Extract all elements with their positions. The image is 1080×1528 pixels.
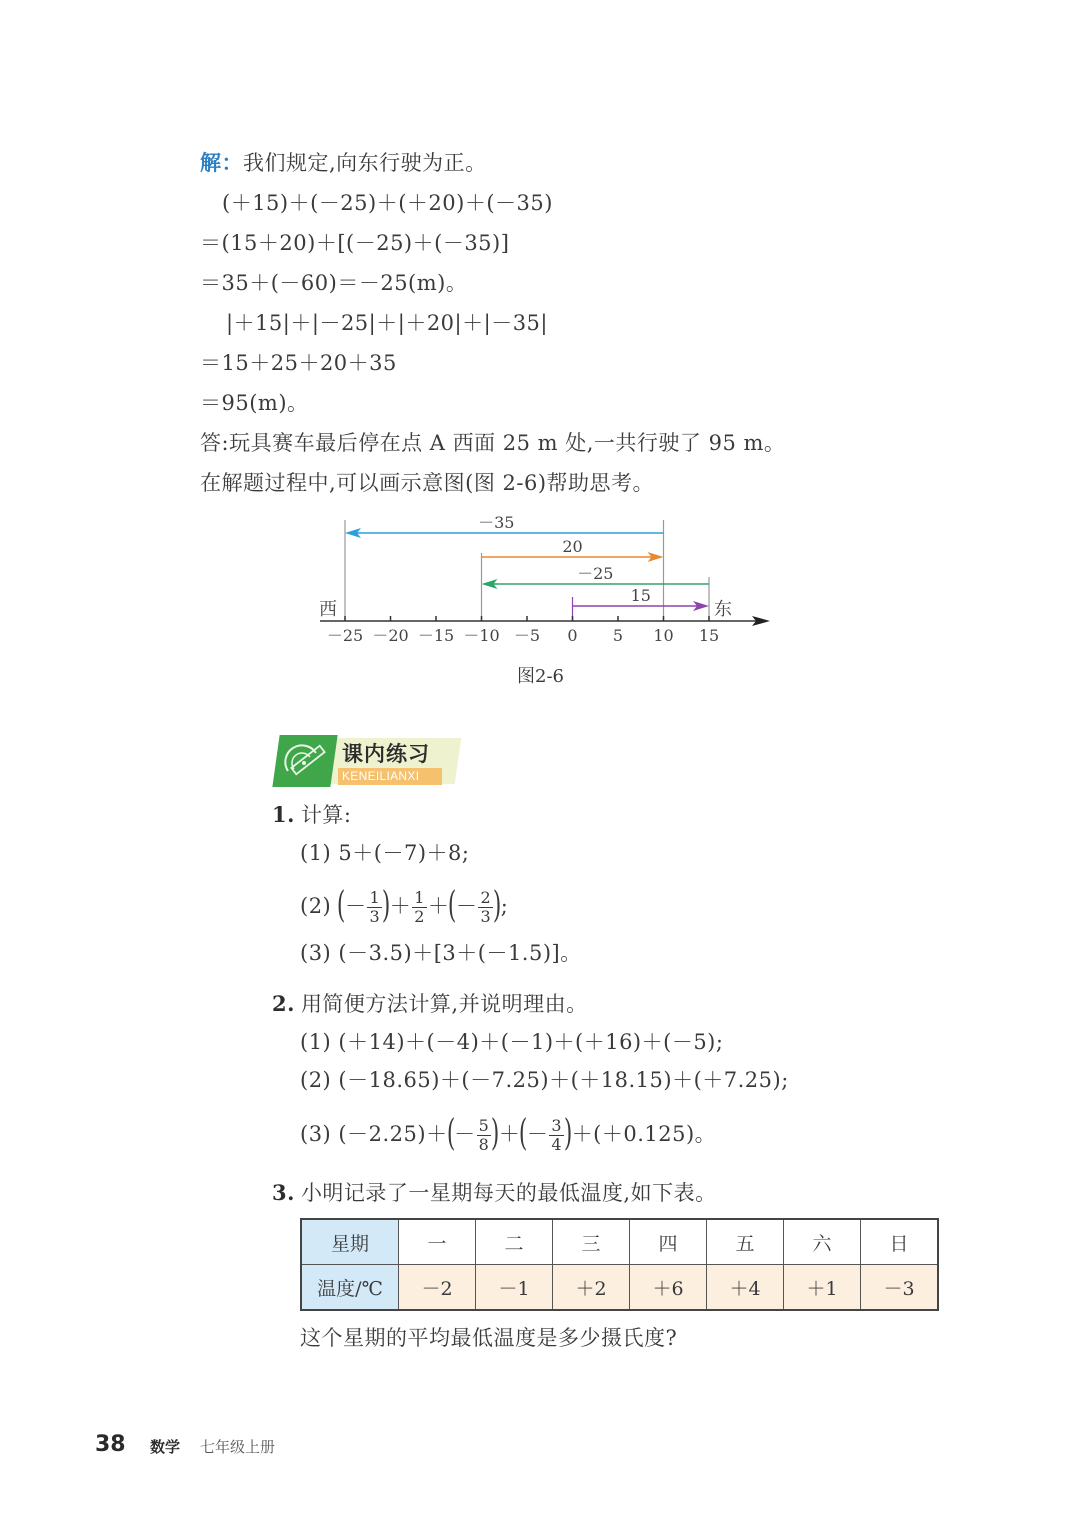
question-number: 2. [272,991,295,1016]
denominator: 8 [478,1135,490,1154]
sign: － [344,894,367,918]
q2-part-3 [300,1112,717,1154]
row-header: 星期 [301,1219,399,1265]
tick-label: －5 [513,626,541,645]
paren-close: ) [491,1112,500,1154]
numerator: 1 [414,888,425,907]
tick-label: 5 [612,626,624,645]
footer-grade: 七年级上册 [200,1438,276,1456]
numerator: 5 [478,1116,490,1135]
question-3 [272,1180,717,1206]
numerator: 1 [369,888,381,907]
row-header: 温度/℃ [301,1265,399,1311]
question-text: 计算: [300,803,352,827]
tick-label: 10 [653,626,674,645]
arrow-label: －25 [577,564,614,583]
q3-question: 这个星期的平均最低温度是多少摄氏度? [300,1326,678,1350]
fraction [477,1117,492,1154]
solution-hint: 在解题过程中,可以画示意图(图 2-6)帮助思考。 [200,471,655,495]
part-tail: ＋(＋0.125)。 [571,1122,717,1146]
tick-label: 0 [567,626,578,645]
q1-part-2 [300,884,509,926]
sign: － [455,894,478,918]
protractor-ruler-icon [282,741,330,781]
solution-line: |＋15|＋|－25|＋|＋20|＋|－35| [226,311,548,335]
numerator: 3 [551,1116,563,1135]
temp-cell: ＋2 [553,1265,630,1311]
paren-close: ) [493,884,502,926]
temp-cell: ＋1 [784,1265,861,1311]
plus: ＋ [389,894,412,918]
solution-label: 解： [200,151,243,175]
denominator: 3 [369,907,381,926]
plus: ＋ [427,894,450,918]
solution-answer: 答:玩具赛车最后停在点 A 西面 25 m 处,一共行驶了 95 m。 [200,431,786,455]
day-cell: 四 [630,1219,707,1265]
east-label: 东 [714,599,732,620]
arrow-label: 20 [562,537,583,556]
paren-open: ( [446,1112,456,1154]
solution-line: ＝15＋25＋20＋35 [200,351,397,375]
denominator: 2 [414,907,425,926]
denominator: 4 [551,1135,563,1154]
temp-cell: ＋6 [630,1265,707,1311]
solution-line: ＝(15＋20)＋[(－25)＋(－35)] [200,231,510,255]
q1-part-1: (1) 5＋(－7)＋8; [300,841,470,865]
question-2 [272,991,588,1017]
temp-cell: －2 [399,1265,476,1311]
paren-close: ) [382,884,391,926]
day-cell: 六 [784,1219,861,1265]
solution-intro-text: 我们规定,向东行驶为正。 [243,151,487,175]
paren-open: ( [519,1112,528,1154]
tick-label: －20 [372,626,409,645]
day-cell: 日 [861,1219,939,1265]
table-row-temps [301,1265,938,1311]
solution-line: ＝95(m)。 [200,391,309,415]
day-cell: 二 [476,1219,553,1265]
tick-label: －25 [326,626,364,645]
fraction [549,1117,564,1154]
sign: － [454,1122,476,1146]
fraction [367,889,382,926]
solution-line: ＝35＋(－60)＝－25(m)。 [200,271,468,295]
plus: ＋ [498,1122,521,1146]
part-lead: (3) (－2.25)＋ [300,1122,448,1146]
table-row-days [301,1219,938,1265]
solution-intro [200,150,487,176]
page-number: 38 [95,1432,126,1457]
tick-label: －15 [417,626,455,645]
practice-subtitle: KENEILIANXI [342,769,420,783]
question-1 [272,802,352,828]
figure-caption: 图2-6 [517,666,564,687]
paren-open: ( [337,884,347,926]
footer-subject: 数学 [150,1438,181,1456]
paren-close: ) [564,1112,573,1154]
question-text: 小明记录了一星期每天的最低温度,如下表。 [300,1181,717,1205]
q2-part-1: (1) (＋14)＋(－4)＋(－1)＋(＋16)＋(－5); [300,1030,724,1054]
temperature-table [300,1218,939,1311]
tick-label: 15 [698,626,720,645]
solution-line: (＋15)＋(－25)＋(＋20)＋(－35) [222,191,553,215]
tick-label: －10 [463,626,500,645]
day-cell: 五 [707,1219,784,1265]
question-number: 1. [272,802,295,827]
arrow-label: －35 [478,513,515,532]
sign: － [526,1122,549,1146]
temp-cell: ＋4 [707,1265,784,1311]
arrow-label: 15 [630,586,651,605]
part-label: (2) [300,894,332,918]
question-number: 3. [272,1180,295,1205]
day-cell: 三 [553,1219,630,1265]
q1-part-3: (3) (－3.5)＋[3＋(－1.5)]。 [300,941,582,965]
west-label: 西 [319,599,337,620]
q2-part-2: (2) (－18.65)＋(－7.25)＋(＋18.15)＋(＋7.25); [300,1068,789,1092]
practice-badge [272,735,458,787]
fraction [412,889,427,926]
semicolon: ; [500,894,509,918]
paren-open: ( [448,884,458,926]
numerator: 2 [480,888,492,907]
day-cell: 一 [399,1219,476,1265]
question-text: 用简便方法计算,并说明理由。 [300,992,588,1016]
practice-title: 课内练习 [342,742,430,766]
temp-cell: －3 [861,1265,939,1311]
temp-cell: －1 [476,1265,553,1311]
number-line-figure [300,505,780,655]
fraction [478,889,493,926]
denominator: 3 [480,907,492,926]
